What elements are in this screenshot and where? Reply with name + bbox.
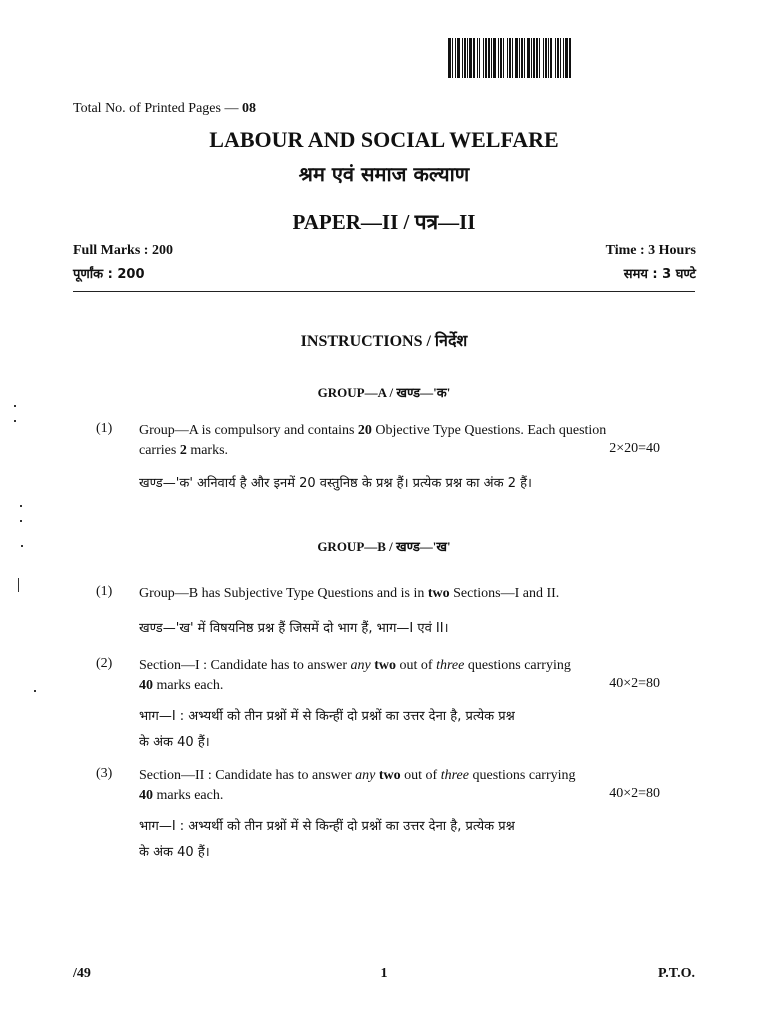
text-segment: Group—B has Subjective Type Questions and is in (139, 586, 428, 601)
item-text-hindi: खण्ड—'ख' में विषयनिष्ठ प्रश्न हैं जिसमें दो भाग हैं, भाग—I एवं II। (139, 621, 449, 636)
group-b-instruction-2 (96, 656, 660, 756)
scan-speck (20, 520, 22, 522)
marks-formula: 40×2=80 (609, 786, 660, 801)
group-b-heading: GROUP—B / खण्ड—'ख' (317, 539, 451, 554)
full-marks-english: Full Marks : 200 (73, 243, 173, 258)
item-text-hindi-line-2: के अंक 40 हैं। (139, 735, 210, 750)
marks-formula: 40×2=80 (609, 676, 660, 691)
header-divider (73, 291, 695, 292)
scan-speck (21, 545, 23, 547)
item-text (139, 421, 660, 461)
item-number: (3) (96, 766, 113, 781)
text-segment: out of (400, 768, 441, 783)
marks-formula: 2×20=40 (609, 441, 660, 456)
barcode-bar (569, 38, 571, 78)
text-segment: out of (396, 658, 437, 673)
time-hindi: समय : 3 घण्टे (623, 267, 696, 282)
text-segment: Objective Type Questions. Each question (371, 423, 607, 438)
text-italic: any (350, 658, 371, 673)
paper-number: PAPER—II / पत्र—II (292, 210, 476, 234)
paper-title-english: LABOUR AND SOCIAL WELFARE (209, 127, 559, 152)
group-a-heading: GROUP—A / खण्ड—'क' (317, 385, 451, 400)
item-text-hindi-line-1: भाग—I : अभ्यर्थी को तीन प्रश्नों में से किन्हीं दो प्रश्नों का उत्तर देना है, प्रत्येक प्रश्न (139, 709, 515, 724)
text-bold: 2 (179, 443, 187, 458)
item-text-hindi-line-1: भाग—I : अभ्यर्थी को तीन प्रश्नों में से किन्हीं दो प्रश्नों का उत्तर देना है, प्रत्येक प्रश्न (139, 819, 515, 834)
text-segment: marks. (186, 443, 229, 458)
time-english: Time : 3 Hours (605, 243, 696, 258)
scan-speck (14, 405, 16, 407)
text-segment: Sections—I and II. (449, 586, 560, 601)
text-italic: three (440, 768, 469, 783)
text-segment: Section—II : Candidate has to answer (139, 768, 356, 783)
item-number: (1) (96, 584, 113, 599)
group-a-instruction-1 (96, 421, 660, 501)
text-bold: two (427, 586, 450, 601)
text-bold: 20 (357, 423, 372, 438)
text-segment: questions carrying (464, 658, 571, 673)
text-segment: marks each. (153, 678, 224, 693)
item-text (139, 656, 660, 696)
item-number: (2) (96, 656, 113, 671)
paper-title-hindi: श्रम एवं समाज कल्याण (298, 162, 470, 186)
barcode-image (448, 38, 686, 78)
text-italic: any (355, 768, 376, 783)
text-bold: two (375, 768, 401, 783)
group-b-instruction-3 (96, 766, 660, 866)
item-number: (1) (96, 421, 113, 436)
text-segment: Section—I : Candidate has to answer (139, 658, 351, 673)
text-bold: 40 (139, 678, 153, 693)
scan-speck (34, 690, 36, 692)
item-text-hindi-line-2: के अंक 40 हैं। (139, 845, 210, 860)
scan-speck (14, 420, 16, 422)
please-turn-over: P.T.O. (658, 966, 695, 981)
text-segment: Group—A is compulsory and contains (139, 423, 358, 438)
group-b-instruction-1 (96, 584, 660, 644)
text-bold: two (370, 658, 397, 673)
printed-pages-count: 08 (241, 101, 256, 116)
item-text-hindi: खण्ड—'क' अनिवार्य है और इनमें 20 वस्तुनिष्ठ के प्रश्न हैं। प्रत्येक प्रश्न का अंक 2 हैं। (139, 476, 532, 491)
text-italic: three (436, 658, 465, 673)
scan-speck (18, 578, 19, 592)
paper-code: /49 (73, 966, 91, 981)
full-marks-hindi: पूर्णांक : 200 (73, 267, 145, 282)
text-segment: questions carrying (468, 768, 576, 783)
text-bold: 40 (139, 788, 153, 803)
scan-speck (20, 505, 22, 507)
printed-pages-label: Total No. of Printed Pages — (73, 101, 242, 116)
page-number: 1 (380, 966, 388, 981)
item-text (139, 766, 660, 806)
item-text (139, 584, 660, 604)
printed-pages-line (73, 101, 256, 117)
text-segment: carries (139, 443, 180, 458)
text-segment: marks each. (153, 788, 224, 803)
instructions-heading: INSTRUCTIONS / निर्देश (300, 333, 468, 350)
